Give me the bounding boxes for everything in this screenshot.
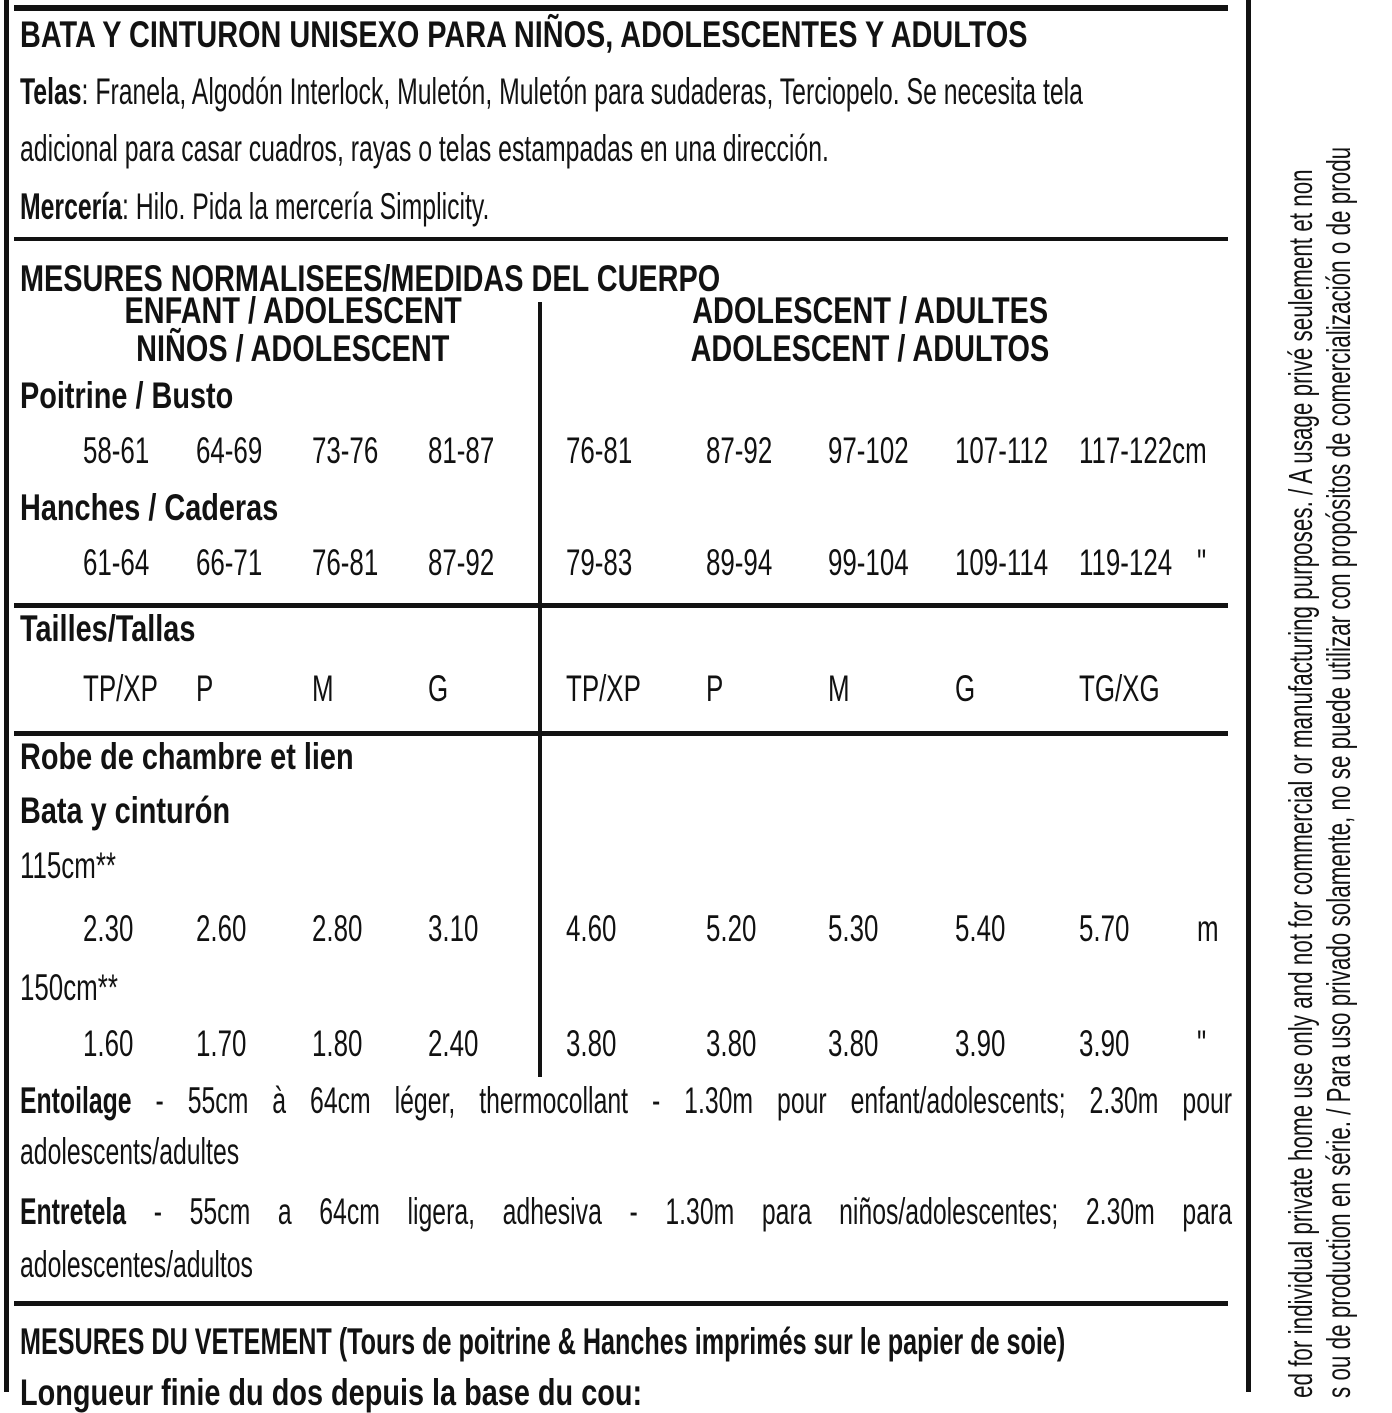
yardage-value: 2.80 [312,908,363,949]
yardage-unit: " [1197,1023,1207,1064]
yardage-value: 2.40 [428,1023,479,1064]
yardage-value: 5.40 [955,908,1006,949]
rule-above-garment-measures [14,1301,1228,1306]
fabrics-label: Telas [20,71,82,112]
size-value: P [706,668,724,709]
interfacing-es-line-2: adolescentes/adultos [20,1244,253,1285]
bust-value: 97-102 [828,430,909,471]
width-150-row [0,1025,1392,1069]
bust-value: 117-122cm [1079,430,1207,471]
yardage-value: 2.30 [83,908,134,949]
bust-value: 87-92 [706,430,773,471]
bust-value: 58-61 [83,430,150,471]
interfacing-fr-label: Entoilage [20,1080,132,1121]
yardage-value: 3.80 [706,1023,757,1064]
group-header-right-line2: ADOLESCENT / ADULTOS [690,328,1050,369]
bust-value: 76-81 [566,430,633,471]
bust-value: 81-87 [428,430,495,471]
interfacing-fr-line-1 [20,1082,1232,1121]
yardage-value: 5.70 [1079,908,1130,949]
fabrics-line-1 [20,73,1083,112]
notions-label: Mercería [20,186,122,227]
page-title: BATA Y CINTURON UNISEXO PARA NIÑOS, ADOLESCENTES Y ADULTOS [20,14,1028,55]
size-value: P [196,668,214,709]
size-value: G [955,668,976,709]
bust-value: 73-76 [312,430,379,471]
size-value: TP/XP [566,668,641,709]
interfacing-es-text: - 55cm a 64cm ligera, adhesiva - 1.30m para niños/adolescentes; 2.30m para [126,1191,1233,1232]
yardage-value: 3.80 [828,1023,879,1064]
width-150-label: 150cm** [20,967,118,1008]
bust-value: 64-69 [196,430,263,471]
group-header-right-line1: ADOLESCENT / ADULTES [692,290,1048,331]
interfacing-fr-text: - 55cm à 64cm léger, thermocollant - 1.30m pour enfant/adolescents; 2.30m pour [131,1080,1233,1121]
finished-back-length-label: Longueur finie du dos depuis la base du cou: [20,1372,643,1413]
fabrics-line-2: adicional para casar cuadros, rayas o telas estampadas en una dirección. [20,128,829,169]
sizes-label: Tailles/Tallas [20,608,196,649]
rule-below-hips [14,603,1228,608]
garment-name-es: Bata y cinturón [20,790,231,831]
hips-value: 76-81 [312,542,379,583]
hips-value: 87-92 [428,542,495,583]
garment-name-fr: Robe de chambre et lien [20,736,354,777]
top-border [14,5,1228,11]
copyright-text-line-1: ed for individual private home use only and not for commercial or manufacturing purposes. / A usage privé seulement et non [1282,169,1319,1399]
yardage-value: 5.20 [706,908,757,949]
hips-label: Hanches / Caderas [20,487,279,528]
width-115-label: 115cm** [20,845,116,886]
bust-label: Poitrine / Busto [20,375,234,416]
yardage-value: 1.60 [83,1023,134,1064]
rule-below-notions [14,237,1228,241]
bust-row [0,432,1392,476]
notions-text: : Hilo. Pida la mercería Simplicity. [121,186,490,227]
size-value: G [428,668,449,709]
interfacing-fr-line-2: adolescents/adultes [20,1131,240,1172]
hips-value: 89-94 [706,542,773,583]
size-value: M [828,668,850,709]
width-115-row [0,910,1392,954]
interfacing-es-label: Entretela [20,1191,127,1232]
yardage-value: 1.80 [312,1023,363,1064]
bust-value: 107-112 [955,430,1049,471]
size-table-heading: MESURES NORMALISEES/MEDIDAS DEL CUERPO [20,258,721,299]
garment-measures-heading: MESURES DU VETEMENT (Tours de poitrine & Hanches imprimés sur le papier de soie) [20,1321,1066,1362]
yardage-value: 3.80 [566,1023,617,1064]
yardage-value: 1.70 [196,1023,247,1064]
copyright-text-line-2: s ou de production en série. / Para uso privado solamente, no se puede utilizar con propósitos de comercialización o de produ [1320,146,1357,1398]
hips-value: 79-83 [566,542,633,583]
notions-line [20,188,489,227]
size-value: TP/XP [83,668,158,709]
hips-value: 119-124 [1079,542,1173,583]
fabrics-text: : Franela, Algodón Interlock, Muletón, Muletón para sudaderas, Terciopelo. Se necesita tela [81,71,1083,112]
hips-value: 99-104 [828,542,909,583]
yardage-value: 3.90 [955,1023,1006,1064]
yardage-unit: m [1197,908,1219,949]
yardage-value: 5.30 [828,908,879,949]
hips-value: 61-64 [83,542,150,583]
yardage-value: 4.60 [566,908,617,949]
size-value: M [312,668,334,709]
hips-unit: " [1197,542,1207,583]
group-header-left-line2: NIÑOS / ADOLESCENT [136,328,450,369]
hips-value: 109-114 [955,542,1049,583]
yardage-value: 3.90 [1079,1023,1130,1064]
sizes-row [0,670,1392,714]
group-header-left-line1: ENFANT / ADOLESCENT [124,290,462,331]
size-value: TG/XG [1079,668,1160,709]
interfacing-es-line-1 [20,1193,1232,1232]
hips-row [0,544,1392,588]
yardage-value: 2.60 [196,908,247,949]
hips-value: 66-71 [196,542,263,583]
yardage-value: 3.10 [428,908,479,949]
